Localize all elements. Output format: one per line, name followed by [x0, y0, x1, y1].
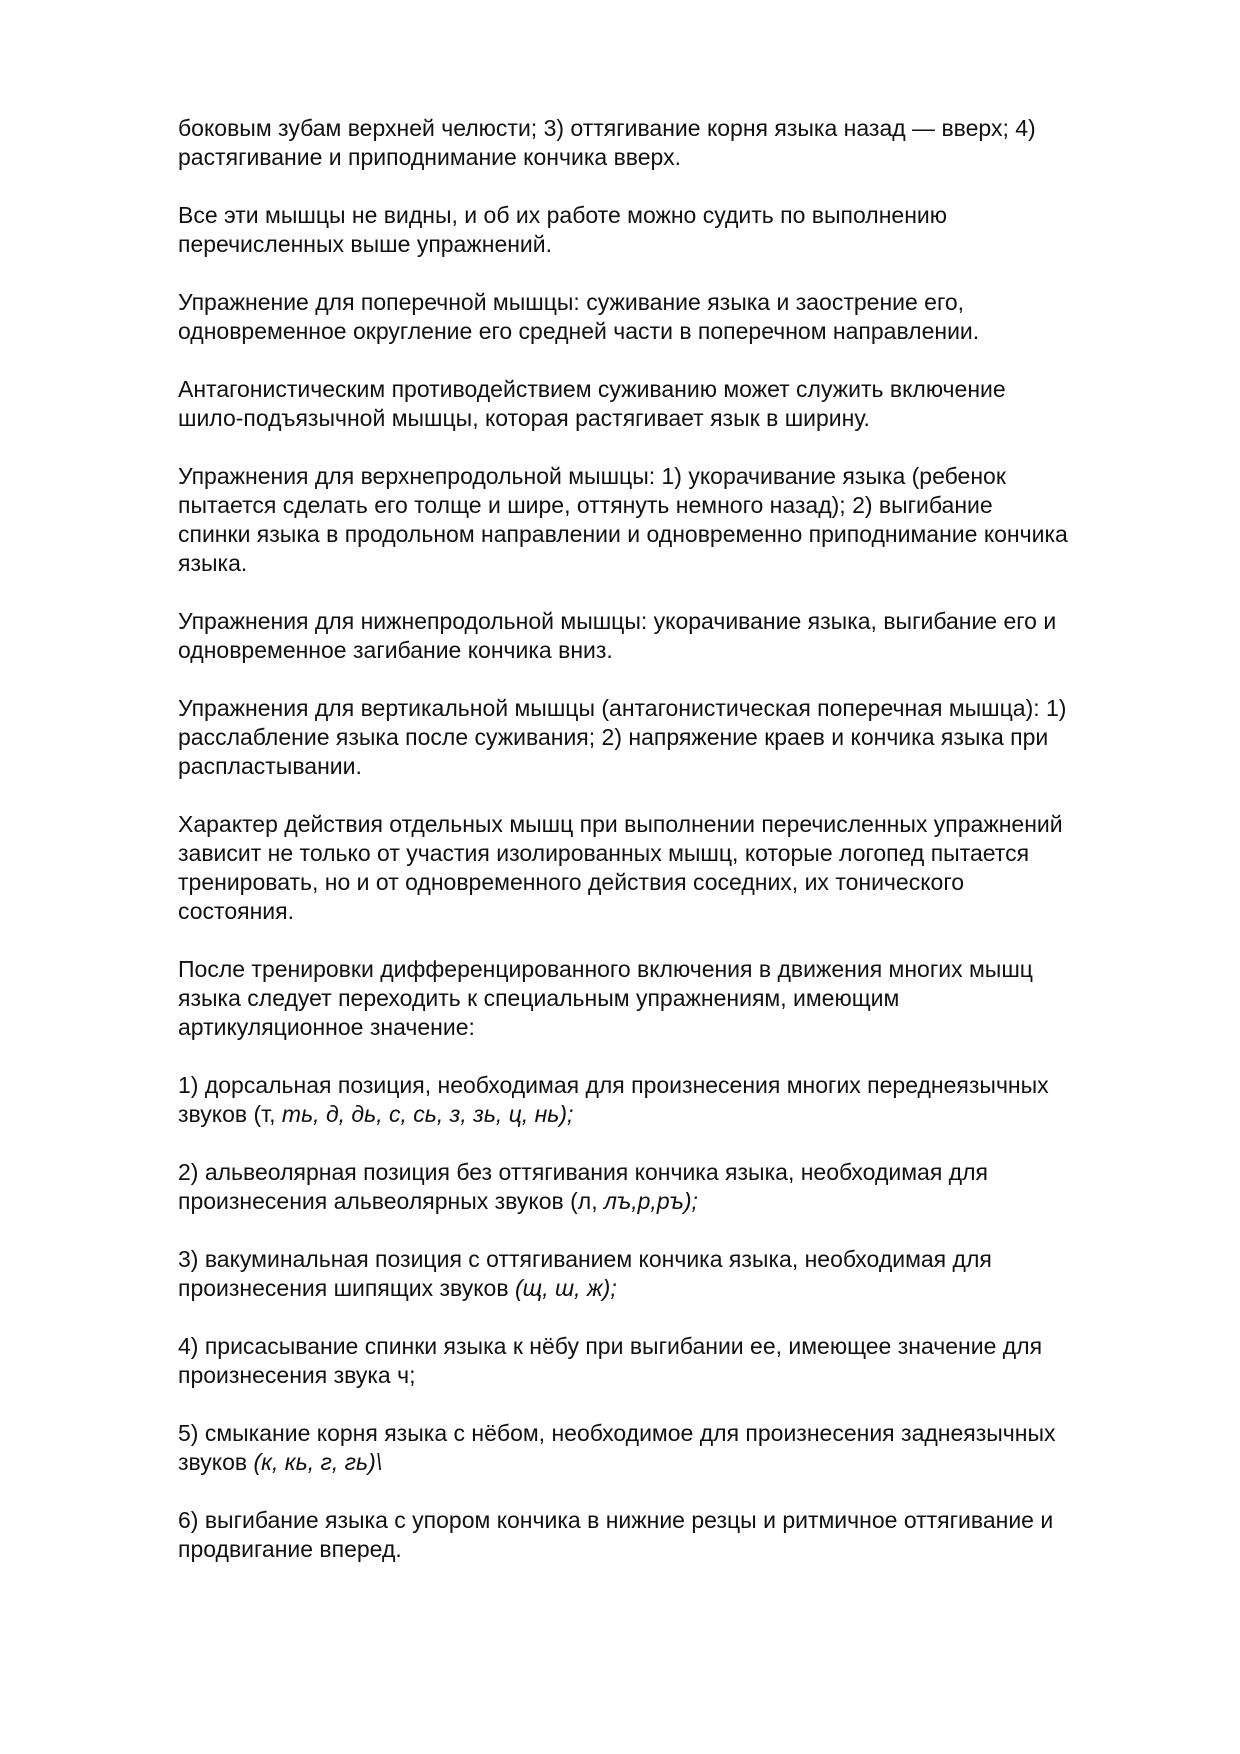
paragraph-5 [178, 462, 1178, 578]
text-line: 6) выгибание языка с упором кончика в нижние резцы и ритмичное оттягивание и [178, 1507, 1054, 1533]
text-line: артикуляционное значение: [178, 1014, 475, 1040]
text-line [178, 1100, 1178, 1129]
paragraph-1 [178, 114, 1178, 172]
text-line: Антагонистическим противодействием суживанию может служить включение [178, 376, 1006, 402]
text-line: пытается сделать его толще и шире, оттянуть немного назад); 2) выгибание [178, 492, 993, 518]
list-item-6 [178, 1506, 1178, 1564]
text-line: боковым зубам верхней челюсти; 3) оттягивание корня языка назад — вверх; 4) [178, 115, 1036, 141]
text-line: Упражнения для вертикальной мышцы (антагонистическая поперечная мышца): 1) [178, 695, 1067, 721]
text-line: После тренировки дифференцированного включения в движения многих мышц [178, 956, 1033, 982]
text-line: языка. [178, 550, 248, 576]
paragraph-2 [178, 201, 1178, 259]
text-plain: произнесения звука ч; [178, 1362, 416, 1388]
text-line: 3) вакуминальная позиция с оттягиванием кончика языка, необходимая для [178, 1246, 992, 1272]
paragraph-4 [178, 375, 1178, 433]
text-plain: произнесения шипящих звуков [178, 1275, 515, 1301]
text-line: растягивание и приподнимание кончика вверх. [178, 144, 681, 170]
text-italic: (щ, ш, ж); [514, 1275, 617, 1301]
text-plain: произнесения альвеолярных звуков (л, [178, 1188, 604, 1214]
text-line: языка следует переходить к специальным упражнениям, имеющим [178, 985, 900, 1011]
text-line: зависит не только от участия изолированных мышц, которые логопед пытается [178, 840, 1030, 866]
text-line [178, 1361, 1178, 1390]
text-line: шило-подъязычной мышцы, которая растягивает язык в ширину. [178, 405, 870, 431]
text-line: Упражнения для верхнепродольной мышцы: 1) укорачивание языка (ребенок [178, 463, 1006, 489]
text-line [178, 1448, 1178, 1477]
text-line: спинки языка в продольном направлении и одновременно приподнимание кончика [178, 521, 1068, 547]
text-line: распластывании. [178, 753, 362, 779]
text-line: тренировать, но и от одновременного действия соседних, их тонического [178, 869, 964, 895]
text-plain: звуков [178, 1449, 254, 1475]
text-italic: лъ,р,ръ); [603, 1188, 698, 1214]
paragraph-3 [178, 288, 1178, 346]
text-line: Характер действия отдельных мышц при выполнении перечисленных упражнений [178, 811, 1063, 837]
text-plain: продвигание вперед. [178, 1536, 402, 1562]
text-line: одновременное округление его средней части в поперечном направлении. [178, 318, 980, 344]
text-line: одновременное загибание кончика вниз. [178, 637, 613, 663]
paragraph-7 [178, 694, 1178, 781]
list-item-5 [178, 1419, 1178, 1477]
paragraph-8 [178, 810, 1178, 926]
text-line: 4) присасывание спинки языка к нёбу при выгибании ее, имеющее значение для [178, 1333, 1043, 1359]
text-line: расслабление языка после суживания; 2) напряжение краев и кончика языка при [178, 724, 1049, 750]
text-line: 5) смыкание корня языка с нёбом, необходимое для произнесения заднеязычных [178, 1420, 1056, 1446]
text-line [178, 1274, 1178, 1303]
text-line: 2) альвеолярная позиция без оттягивания кончика языка, необходимая для [178, 1159, 988, 1185]
list-item-4 [178, 1332, 1178, 1390]
list-item-3 [178, 1245, 1178, 1303]
text-plain: звуков (т, [178, 1101, 282, 1127]
paragraph-6 [178, 607, 1178, 665]
text-line: Все эти мышцы не видны, и об их работе можно судить по выполнению [178, 202, 947, 228]
paragraph-9 [178, 955, 1178, 1042]
text-italic: ть, д, дь, с, сь, з, зь, ц, нь); [281, 1101, 574, 1127]
text-line: перечисленных выше упражнений. [178, 231, 553, 257]
text-line [178, 1535, 1178, 1564]
list-item-1 [178, 1071, 1178, 1129]
text-line: состояния. [178, 898, 294, 924]
text-line: 1) дорсальная позиция, необходимая для произнесения многих переднеязычных [178, 1072, 1049, 1098]
list-item-2 [178, 1158, 1178, 1216]
text-line: Упражнение для поперечной мышцы: суживание языка и заострение его, [178, 289, 965, 315]
text-italic: (к, кь, г, гь)\ [253, 1449, 383, 1475]
body-text [178, 114, 1178, 1593]
text-line [178, 1187, 1178, 1216]
text-line: Упражнения для нижнепродольной мышцы: укорачивание языка, выгибание его и [178, 608, 1057, 634]
